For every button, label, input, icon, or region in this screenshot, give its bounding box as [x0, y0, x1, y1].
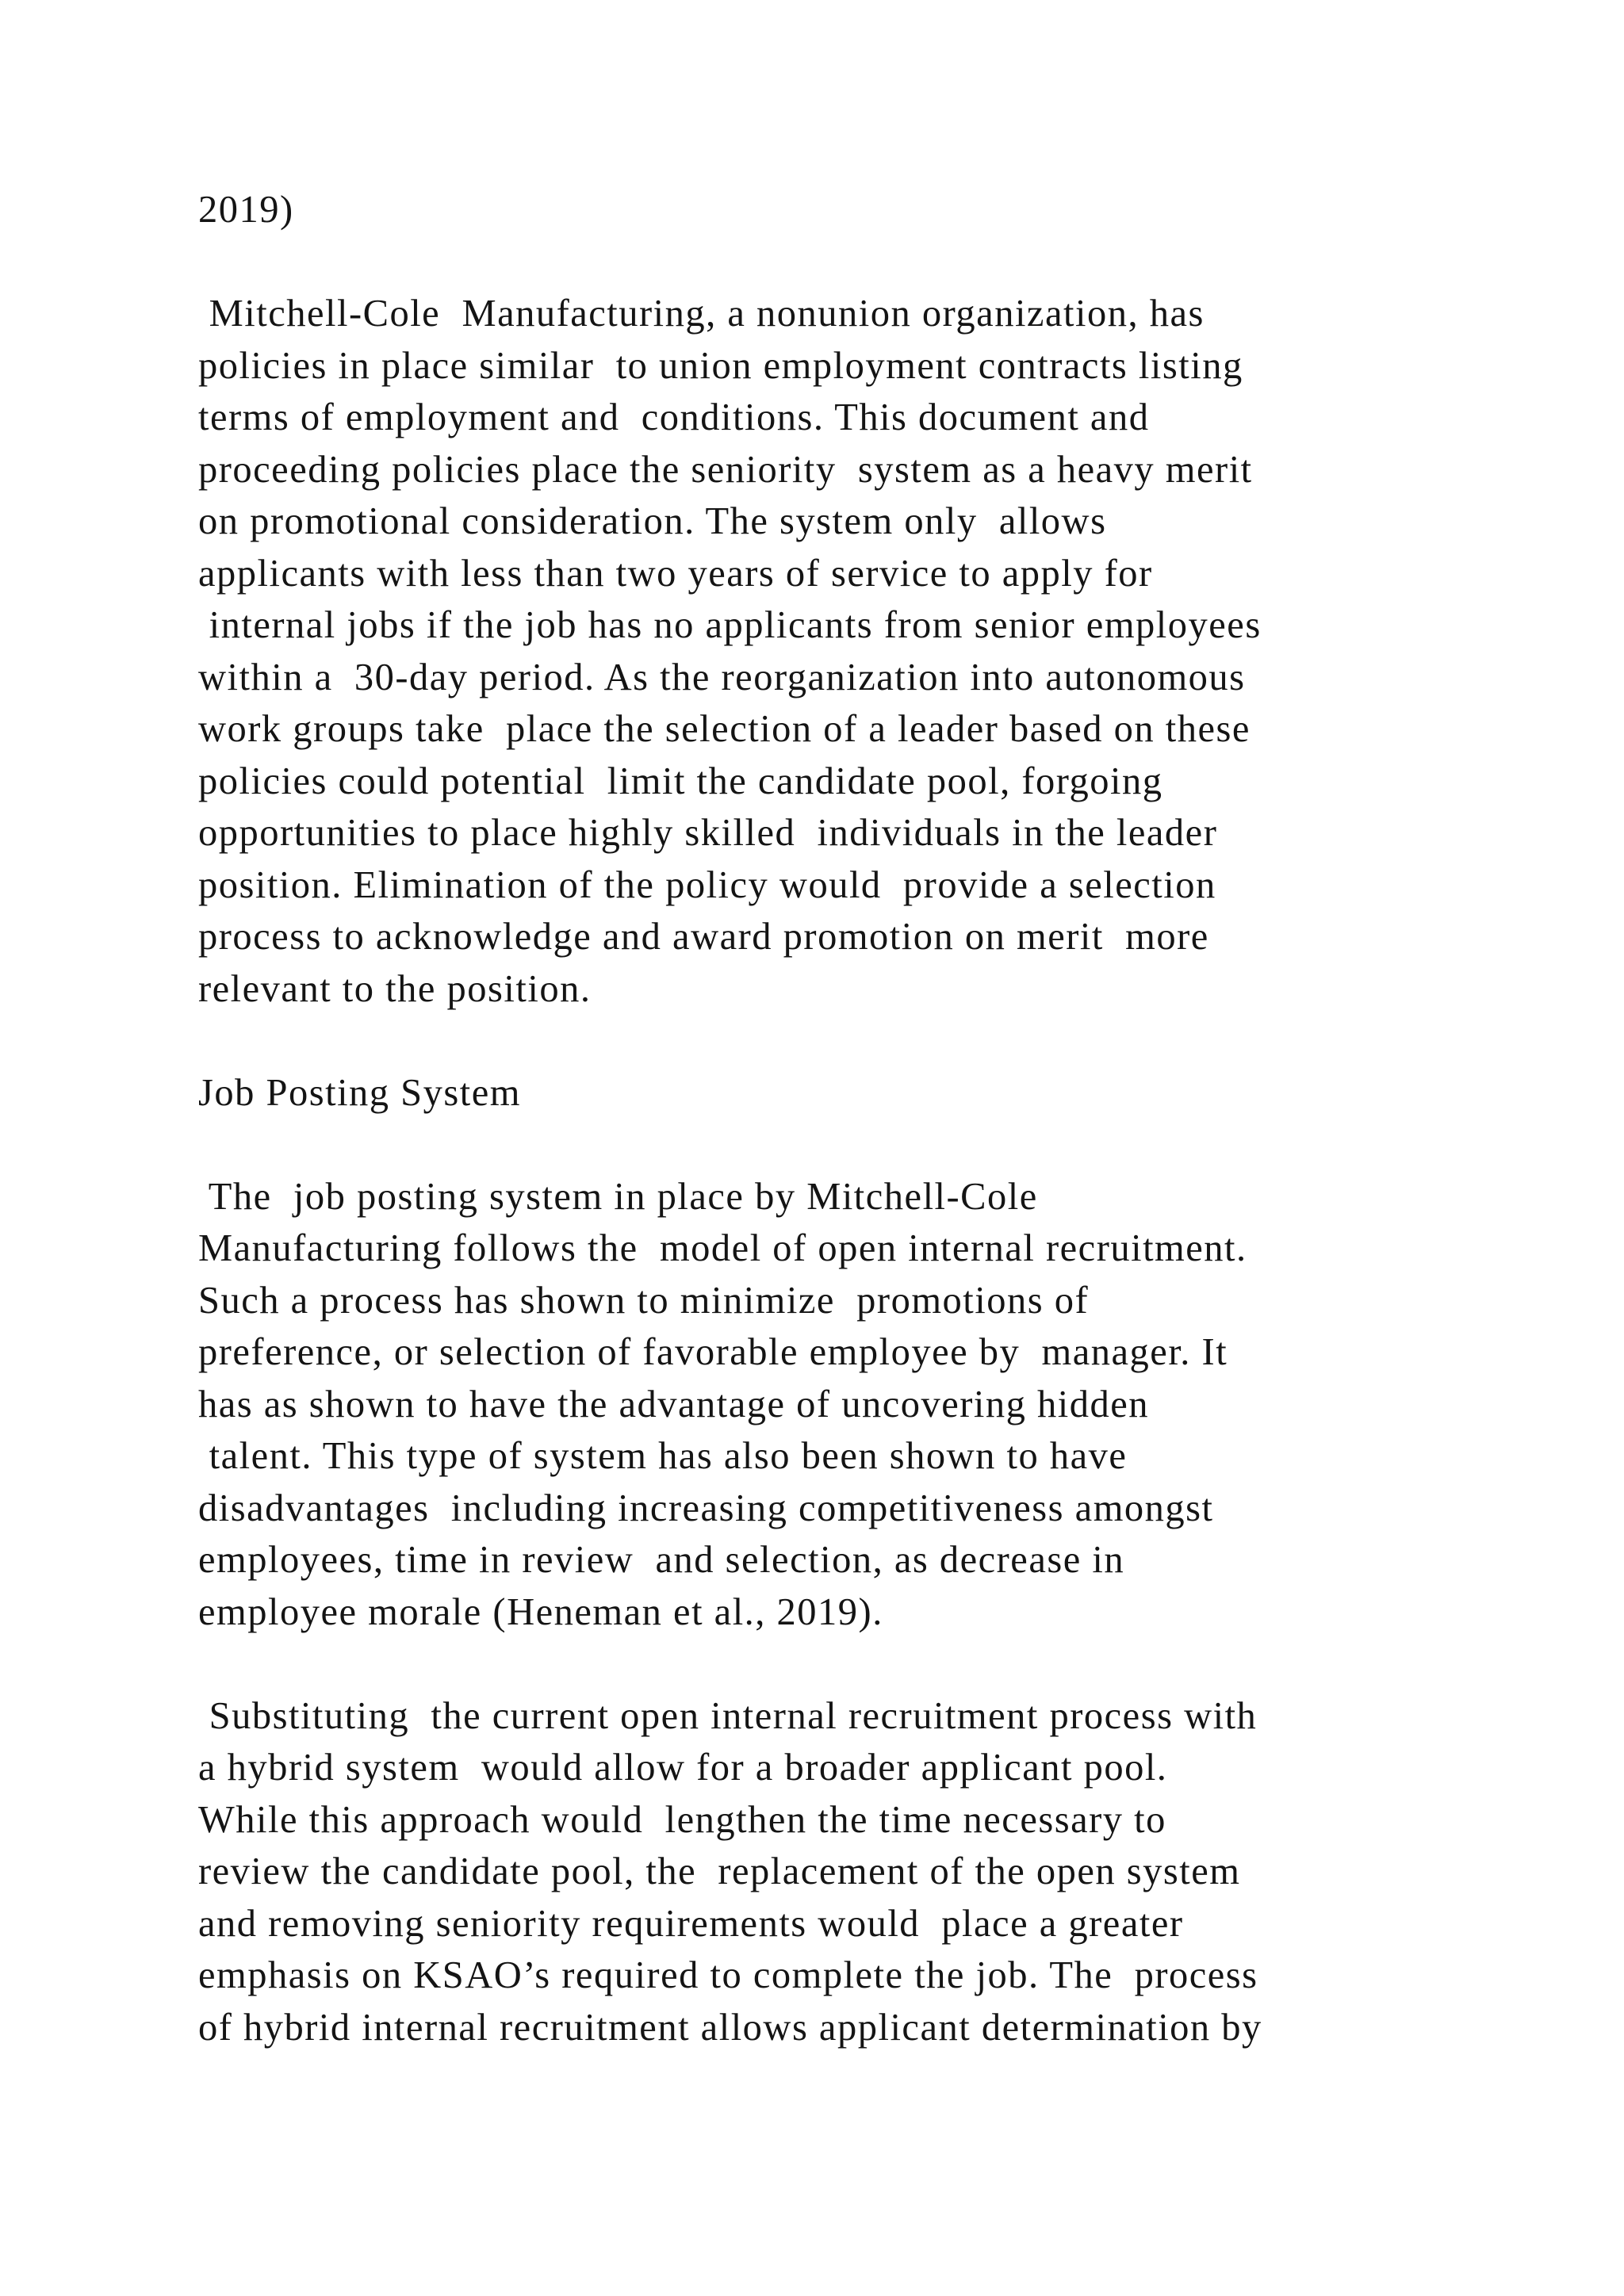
text-line: Manufacturing follows the model of open internal recruitment. — [198, 1227, 1247, 1269]
text-line: applicants with less than two years of service to apply for — [198, 552, 1153, 595]
text-line: within a 30-day period. As the reorganization into autonomous — [198, 656, 1246, 698]
text-line: on promotional consideration. The system only allows — [198, 500, 1107, 542]
text-line: employee morale (Heneman et al., 2019). — [198, 1590, 883, 1633]
text-line: emphasis on KSAO’s required to complete the job. The process — [198, 1954, 1258, 1996]
text-line: preference, or selection of favorable employee by manager. It — [198, 1331, 1228, 1373]
text-line: has as shown to have the advantage of uncovering hidden — [198, 1383, 1150, 1425]
text-line: review the candidate pool, the replacement of the open system — [198, 1850, 1241, 1892]
text-line: While this approach would lengthen the time necessary to — [198, 1798, 1166, 1841]
text-line: proceeding policies place the seniority system as a heavy merit — [198, 448, 1253, 491]
text-line: position. Elimination of the policy would provide a selection — [198, 863, 1216, 906]
text-line: policies in place similar to union employment contracts listing — [198, 344, 1243, 387]
text-line: internal jobs if the job has no applicants from senior employees — [198, 604, 1262, 646]
text-line: work groups take place the selection of a leader based on these — [198, 708, 1251, 750]
paragraph-spacer — [198, 1638, 1483, 1690]
text-line: Mitchell-Cole Manufacturing, a nonunion organization, has — [198, 293, 1205, 335]
paragraph-hybrid-system — [198, 1690, 1483, 2054]
text-line: The job posting system in place by Mitchell-Cole — [198, 1175, 1038, 1218]
text-line: relevant to the position. — [198, 967, 592, 1010]
text-line: process to acknowledge and award promotion on merit more — [198, 916, 1209, 958]
text-line: of hybrid internal recruitment allows applicant determination by — [198, 2006, 1262, 2049]
paragraph-spacer — [198, 236, 1483, 289]
section-heading: Job Posting System — [198, 1071, 521, 1114]
text-line: Substituting the current open internal recruitment process with — [198, 1694, 1258, 1737]
text-line: and removing seniority requirements would place a greater — [198, 1902, 1184, 1945]
text-line: Such a process has shown to minimize promotions of — [198, 1279, 1090, 1322]
paragraph-spacer — [198, 1015, 1483, 1067]
text-line: 2019) — [198, 189, 294, 231]
text-line: terms of employment and conditions. This document and — [198, 396, 1150, 438]
text-line: policies could potential limit the candidate pool, forgoing — [198, 760, 1163, 802]
paragraph-seniority-policy — [198, 288, 1483, 1015]
text-line: disadvantages including increasing competitiveness amongst — [198, 1487, 1214, 1529]
text-line: a hybrid system would allow for a broader applicant pool. — [198, 1747, 1168, 1789]
document-body — [198, 184, 1483, 2053]
citation-fragment — [198, 184, 1483, 236]
paragraph-spacer — [198, 1119, 1483, 1171]
text-line: employees, time in review and selection, as decrease in — [198, 1539, 1125, 1581]
text-line: opportunities to place highly skilled individuals in the leader — [198, 812, 1218, 854]
paragraph-job-posting — [198, 1171, 1483, 1639]
text-line: talent. This type of system has also been shown to have — [198, 1435, 1128, 1477]
section-heading-job-posting — [198, 1067, 1483, 1119]
